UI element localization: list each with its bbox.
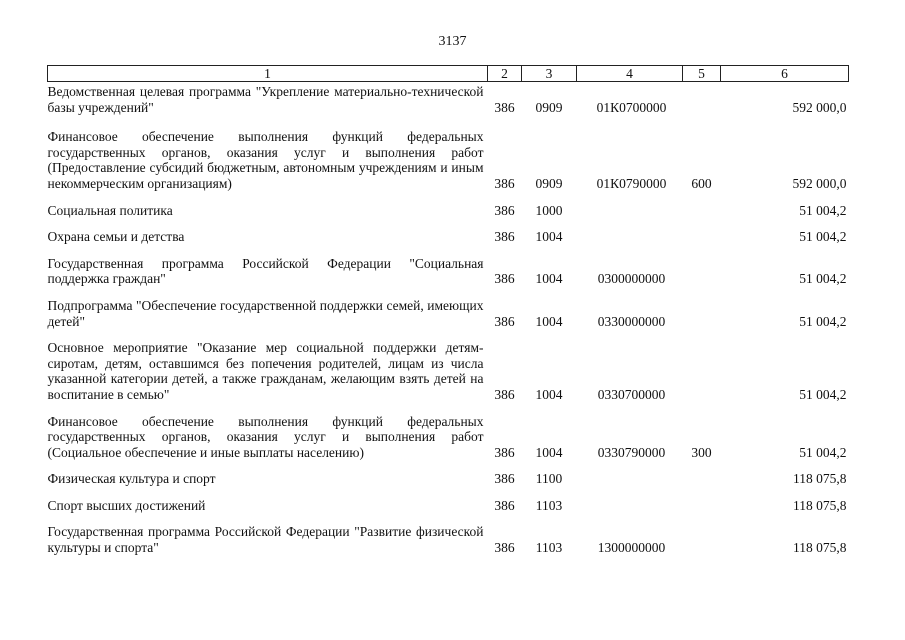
row-description: Социальная политика bbox=[47, 202, 173, 218]
row-section-code: 1000 bbox=[535, 202, 563, 218]
row-section-code: 0909 bbox=[535, 99, 563, 115]
row-ministry-code: 386 bbox=[494, 497, 515, 513]
row-target-article bbox=[577, 460, 683, 487]
column-header: 4 bbox=[577, 66, 683, 82]
table-body bbox=[48, 82, 849, 556]
row-target-article bbox=[577, 192, 683, 219]
row-ministry-code: 386 bbox=[494, 313, 515, 329]
row-amount: 51 004,2 bbox=[799, 444, 847, 460]
row-description: Физическая культура и спорт bbox=[47, 471, 216, 487]
row-expense-type bbox=[683, 245, 721, 287]
table-row bbox=[48, 460, 849, 487]
table-row bbox=[48, 218, 849, 245]
row-ministry-code: 386 bbox=[494, 540, 515, 556]
row-amount: 51 004,2 bbox=[799, 313, 847, 329]
table-row bbox=[48, 487, 849, 514]
row-expense-type: 600 bbox=[691, 175, 712, 191]
row-expense-type bbox=[683, 192, 721, 219]
row-ministry-code: 386 bbox=[494, 271, 515, 287]
row-target-article: 0330700000 bbox=[597, 386, 666, 402]
row-target-article: 0330000000 bbox=[597, 313, 666, 329]
row-ministry-code: 386 bbox=[494, 175, 515, 191]
row-expense-type bbox=[683, 82, 721, 116]
row-amount: 118 075,8 bbox=[793, 497, 847, 513]
budget-table bbox=[47, 65, 849, 556]
column-header: 6 bbox=[721, 66, 849, 82]
row-expense-type bbox=[683, 329, 721, 402]
row-amount: 51 004,2 bbox=[799, 229, 847, 245]
row-description: Финансовое обеспечение выполнения функций федеральных государственных органов, оказания услуг и выполнения работ (Социальное обеспечение и иные выплаты населению) bbox=[47, 413, 484, 460]
row-description: Финансовое обеспечение выполнения функций федеральных государственных органов, оказания услуг и выполнения работ (Предоставление субсидий бюджетным, автономным учреждениям и иным некоммерческим организациям) bbox=[47, 129, 484, 191]
row-expense-type bbox=[683, 218, 721, 245]
table-row bbox=[48, 329, 849, 402]
row-ministry-code: 386 bbox=[494, 99, 515, 115]
column-header: 5 bbox=[683, 66, 721, 82]
row-ministry-code: 386 bbox=[494, 444, 515, 460]
row-target-article: 0330790000 bbox=[597, 444, 666, 460]
row-expense-type bbox=[683, 513, 721, 555]
row-target-article: 01К0790000 bbox=[596, 175, 667, 191]
row-amount: 592 000,0 bbox=[792, 99, 847, 115]
row-amount: 592 000,0 bbox=[792, 175, 847, 191]
page-number: 3137 bbox=[438, 34, 467, 49]
row-amount: 51 004,2 bbox=[799, 202, 847, 218]
column-header: 3 bbox=[522, 66, 577, 82]
row-section-code: 1004 bbox=[535, 386, 563, 402]
column-header: 1 bbox=[48, 66, 488, 82]
row-expense-type bbox=[683, 460, 721, 487]
row-target-article: 1300000000 bbox=[597, 540, 666, 556]
row-expense-type bbox=[683, 287, 721, 329]
row-section-code: 1103 bbox=[535, 497, 563, 513]
row-description: Государственная программа Российской Федерации "Развитие физической культуры и спорта" bbox=[47, 524, 484, 556]
row-description: Подпрограмма "Обеспечение государственной поддержки семей, имеющих детей" bbox=[47, 297, 484, 329]
row-description: Основное мероприятие "Оказание мер социальной поддержки детям-сиротам, детям, оставшимся без попечения родителей, лицам из числа указанной категории детей, а также гражданам, желающим взять детей на воспитание в семью" bbox=[47, 340, 484, 402]
row-target-article bbox=[577, 218, 683, 245]
table-row bbox=[48, 115, 849, 191]
row-ministry-code: 386 bbox=[494, 471, 515, 487]
table-header-row bbox=[48, 66, 849, 82]
row-description: Государственная программа Российской Федерации "Социальная поддержка граждан" bbox=[47, 255, 484, 287]
row-section-code: 1004 bbox=[535, 444, 563, 460]
row-amount: 51 004,2 bbox=[799, 271, 847, 287]
row-amount: 118 075,8 bbox=[793, 471, 847, 487]
row-expense-type bbox=[683, 487, 721, 514]
row-section-code: 1100 bbox=[535, 471, 563, 487]
row-amount: 118 075,8 bbox=[793, 540, 847, 556]
row-target-article: 01К0700000 bbox=[596, 99, 667, 115]
table-row bbox=[48, 192, 849, 219]
row-ministry-code: 386 bbox=[494, 229, 515, 245]
row-target-article bbox=[577, 487, 683, 514]
column-header: 2 bbox=[488, 66, 522, 82]
row-section-code: 1004 bbox=[535, 313, 563, 329]
table-row bbox=[48, 513, 849, 555]
table-row bbox=[48, 245, 849, 287]
table-row bbox=[48, 403, 849, 461]
row-ministry-code: 386 bbox=[494, 202, 515, 218]
row-ministry-code: 386 bbox=[494, 386, 515, 402]
row-amount: 51 004,2 bbox=[799, 386, 847, 402]
table-row bbox=[48, 287, 849, 329]
row-expense-type: 300 bbox=[691, 444, 712, 460]
row-description: Спорт высших достижений bbox=[47, 497, 206, 513]
row-target-article: 0300000000 bbox=[597, 271, 666, 287]
row-description: Охрана семьи и детства bbox=[47, 229, 185, 245]
row-section-code: 1103 bbox=[535, 540, 563, 556]
table-row bbox=[48, 82, 849, 116]
row-description: Ведомственная целевая программа "Укрепление материально-технической базы учреждений" bbox=[47, 84, 484, 115]
row-section-code: 1004 bbox=[535, 271, 563, 287]
row-section-code: 1004 bbox=[535, 229, 563, 245]
row-section-code: 0909 bbox=[535, 175, 563, 191]
